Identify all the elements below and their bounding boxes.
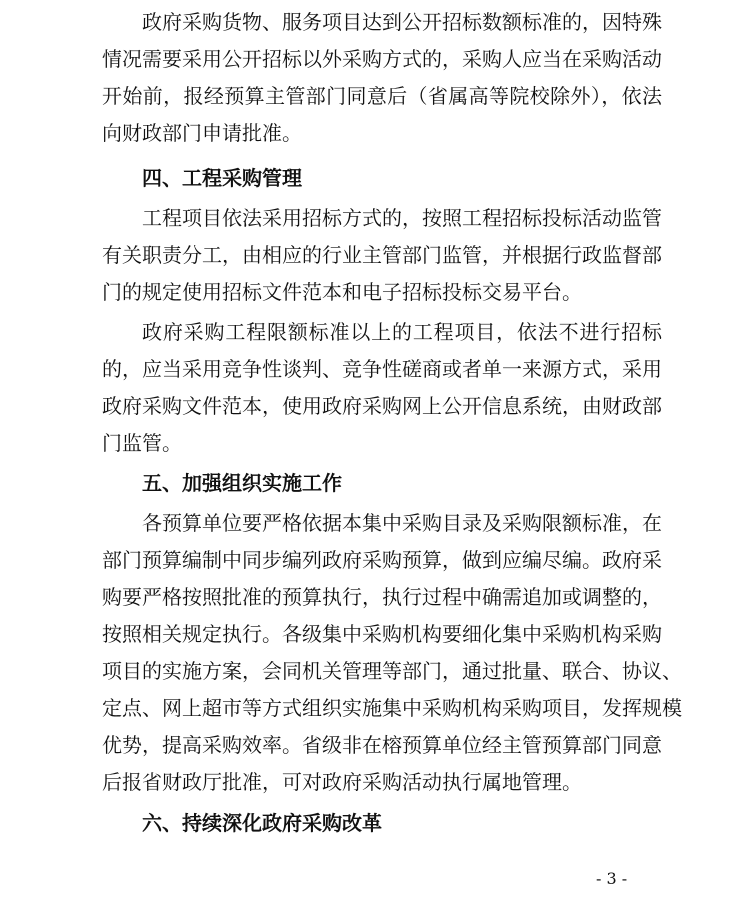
paragraph-line: 后报省财政厅批准，可对政府采购活动执行属地管理。 xyxy=(102,770,582,794)
paragraph-line: 政府采购工程限额标准以上的工程项目，依法不进行招标 xyxy=(142,320,662,344)
paragraph-line: 政府采购文件范本，使用政府采购网上公开信息系统，由财政部 xyxy=(102,394,662,418)
section-heading-6: 六、持续深化政府采购改革 xyxy=(142,811,382,835)
paragraph-line: 部门预算编制中同步编列政府采购预算，做到应编尽编。政府采 xyxy=(102,548,662,572)
section-heading-4: 四、工程采购管理 xyxy=(142,166,302,190)
paragraph-line: 各预算单位要严格依据本集中采购目录及采购限额标准，在 xyxy=(142,511,662,535)
paragraph-line: 按照相关规定执行。各级集中采购机构要细化集中采购机构采购 xyxy=(102,622,662,646)
paragraph-line: 向财政部门申请批准。 xyxy=(102,121,302,145)
paragraph-line: 工程项目依法采用招标方式的，按照工程招标投标活动监管 xyxy=(142,206,662,230)
paragraph-line: 门监管。 xyxy=(102,431,182,455)
paragraph-line: 开始前，报经预算主管部门同意后（省属高等院校除外），依法 xyxy=(102,84,662,108)
paragraph-line: 的，应当采用竞争性谈判、竞争性磋商或者单一来源方式，采用 xyxy=(102,357,662,381)
paragraph-line: 优势，提高采购效率。省级非在榕预算单位经主管预算部门同意 xyxy=(102,733,662,757)
paragraph-line: 项目的实施方案，会同机关管理等部门，通过批量、联合、协议、 xyxy=(102,659,682,683)
paragraph-line: 定点、网上超市等方式组织实施集中采购机构采购项目，发挥规模 xyxy=(102,696,682,720)
paragraph-line: 政府采购货物、服务项目达到公开招标数额标准的，因特殊 xyxy=(142,10,662,34)
section-heading-5: 五、加强组织实施工作 xyxy=(142,471,342,495)
paragraph-line: 情况需要采用公开招标以外采购方式的，采购人应当在采购活动 xyxy=(102,47,662,71)
page-number: - 3 - xyxy=(596,869,628,888)
paragraph-line: 门的规定使用招标文件范本和电子招标投标交易平台。 xyxy=(102,280,582,304)
paragraph-line: 有关职责分工，由相应的行业主管部门监管，并根据行政监督部 xyxy=(102,243,662,267)
paragraph-line: 购要严格按照批准的预算执行，执行过程中确需追加或调整的， xyxy=(102,585,662,609)
